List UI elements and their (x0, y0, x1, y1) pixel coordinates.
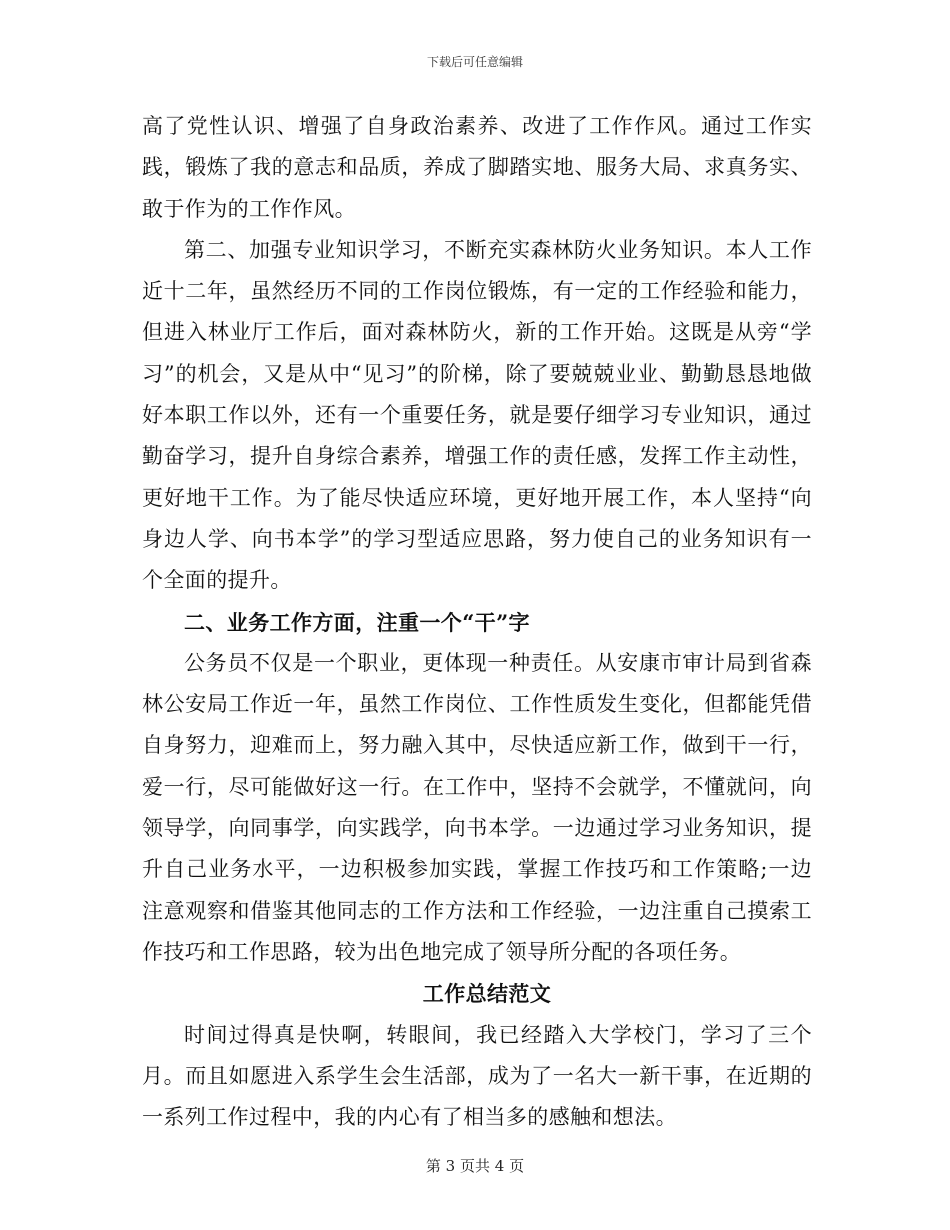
paragraph-college-life: 时间过得真是快啊，转眼间，我已经踏入大学校门，学习了三个月。而且如愿进入系学生会生活部，成为了一名大一新干事，在近期的一系列工作过程中，我的内心有了相当多的感触和想法。 (142, 1022, 812, 1130)
paragraph-civil-servant: 公务员不仅是一个职业，更体现一种责任。从安康市审计局到省森林公安局工作近一年，虽然工作岗位、工作性质发生变化，但都能凭借自身努力，迎难而上，努力融入其中，尽快适应新工作，做到干一行，爱一行，尽可能做好这一行。在工作中，坚持不会就学，不懂就问，向领导学，向同事学，向实践学，向书本学。一边通过学习业务知识，提升自己业务水平，一边积极参加实践，掌握工作技巧和工作策略;一边注意观察和借鉴其他同志的工作方法和工作经验，一边注重自己摸索工作技巧和工作思路，较为出色地完成了领导所分配的各项任务。 (142, 650, 812, 964)
paragraph-continuation: 高了党性认识、增强了自身政治素养、改进了工作作风。通过工作实践，锻炼了我的意志和品质，养成了脚踏实地、服务大局、求真务实、敢于作为的工作作风。 (142, 114, 812, 221)
section-heading-business-work: 二、业务工作方面，注重一个“干”字 (184, 609, 530, 635)
page-footer: 第 3 页共 4 页 (425, 1157, 525, 1175)
paragraph-professional-study: 第二、加强专业知识学习，不断充实森林防火业务知识。本人工作近十二年，虽然经历不同的工作岗位锻炼，有一定的工作经验和能力，但进入林业厅工作后，面对森林防火，新的工作开始。这既是从旁“学习”的机会，又是从中“见习”的阶梯，除了要兢兢业业、勤勤恳恳地做好本职工作以外，还有一个重要任务，就是要仔细学习专业知识，通过勤奋学习，提升自身综合素养，增强工作的责任感，发挥工作主动性，更好地干工作。为了能尽快适应环境，更好地开展工作，本人坚持“向身边人学、向书本学”的学习型适应思路，努力使自己的业务知识有一个全面的提升。 (142, 237, 812, 593)
document-body (142, 106, 812, 1138)
document-title: 工作总结范文 (422, 981, 552, 1007)
page-header: 下载后可任意编辑 (426, 55, 523, 69)
